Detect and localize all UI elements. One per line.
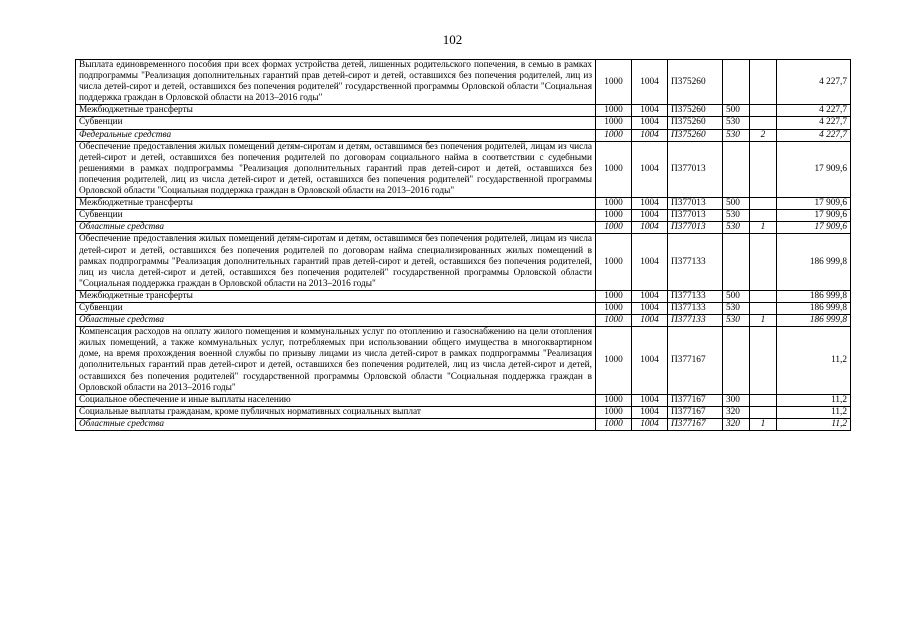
row-name-cell: Федеральные средства bbox=[76, 129, 596, 141]
section-code-cell: 1000 bbox=[596, 302, 632, 314]
sum-cell: 4 227,7 bbox=[777, 105, 851, 117]
funding-source-cell bbox=[750, 117, 777, 129]
table-row bbox=[76, 117, 851, 129]
sum-cell: 4 227,7 bbox=[777, 60, 851, 105]
article-code-cell: П377167 bbox=[668, 394, 723, 406]
funding-source-cell bbox=[750, 406, 777, 418]
subsection-code-cell: 1004 bbox=[632, 234, 668, 290]
row-name-cell: Социальные выплаты гражданам, кроме публичных нормативных социальных выплат bbox=[76, 406, 596, 418]
expense-type-cell: 500 bbox=[723, 105, 750, 117]
row-name-cell: Обеспечение предоставления жилых помещений детям-сиротам и детям, оставшимся без попечения родителей, лицам из числа детей-сирот и детей, оставшихся без попечения родителей по договорам социального найма в соответствии с судебными решениями в рамках подпрограммы "Реализация дополнительных гарантий прав детей-сирот и детей, оставшихся без попечения родителей, лиц из числа детей-сирот и детей, оставшихся без попечения родителей" государственной программы Орловской области "Социальная поддержка граждан в Орловской области на 2013–2016 годы" bbox=[76, 141, 596, 197]
subsection-code-cell: 1004 bbox=[632, 198, 668, 210]
funding-source-cell bbox=[750, 60, 777, 105]
sum-cell: 186 999,8 bbox=[777, 302, 851, 314]
row-name-cell: Социальное обеспечение и иные выплаты населению bbox=[76, 394, 596, 406]
sum-cell: 11,2 bbox=[777, 406, 851, 418]
funding-source-cell bbox=[750, 234, 777, 290]
section-code-cell: 1000 bbox=[596, 210, 632, 222]
sum-cell: 17 909,6 bbox=[777, 198, 851, 210]
sum-cell: 17 909,6 bbox=[777, 141, 851, 197]
sum-cell: 17 909,6 bbox=[777, 210, 851, 222]
expense-type-cell bbox=[723, 60, 750, 105]
expense-type-cell: 300 bbox=[723, 394, 750, 406]
expense-type-cell: 500 bbox=[723, 198, 750, 210]
sum-cell: 186 999,8 bbox=[777, 234, 851, 290]
expense-type-cell: 530 bbox=[723, 222, 750, 234]
section-code-cell: 1000 bbox=[596, 60, 632, 105]
funding-source-cell: 1 bbox=[750, 418, 777, 430]
article-code-cell: П377013 bbox=[668, 210, 723, 222]
sum-cell: 186 999,8 bbox=[777, 290, 851, 302]
row-name-cell: Субвенции bbox=[76, 210, 596, 222]
subsection-code-cell: 1004 bbox=[632, 302, 668, 314]
section-code-cell: 1000 bbox=[596, 327, 632, 395]
funding-source-cell bbox=[750, 327, 777, 395]
section-code-cell: 1000 bbox=[596, 234, 632, 290]
table-row bbox=[76, 290, 851, 302]
expense-type-cell: 530 bbox=[723, 117, 750, 129]
table-row bbox=[76, 222, 851, 234]
table-row bbox=[76, 302, 851, 314]
article-code-cell: П375260 bbox=[668, 129, 723, 141]
table-row bbox=[76, 394, 851, 406]
expense-type-cell: 320 bbox=[723, 418, 750, 430]
sum-cell: 11,2 bbox=[777, 327, 851, 395]
row-name-cell: Субвенции bbox=[76, 117, 596, 129]
subsection-code-cell: 1004 bbox=[632, 315, 668, 327]
sum-cell: 4 227,7 bbox=[777, 117, 851, 129]
expense-type-cell bbox=[723, 234, 750, 290]
section-code-cell: 1000 bbox=[596, 222, 632, 234]
subsection-code-cell: 1004 bbox=[632, 418, 668, 430]
article-code-cell: П377013 bbox=[668, 141, 723, 197]
article-code-cell: П377133 bbox=[668, 315, 723, 327]
subsection-code-cell: 1004 bbox=[632, 290, 668, 302]
section-code-cell: 1000 bbox=[596, 141, 632, 197]
row-name-cell: Межбюджетные трансферты bbox=[76, 290, 596, 302]
row-name-cell: Компенсация расходов на оплату жилого помещения и коммунальных услуг по отоплению и газоснабжению на цели отопления жилых помещений, а также коммунальных услуг, потребляемых при использовании общего имущества в многоквартирном доме, на время прохождения военной службы по призыву лицами из числа детей-сирот в рамках подпрограммы "Реализация дополнительных гарантий прав детей-сирот и детей, оставшихся без попечения родителей, лиц из числа детей-сирот и детей, оставшихся без попечения родителей" государственной программы Орловской области "Социальная поддержка граждан в Орловской области на 2013–2016 годы" bbox=[76, 327, 596, 395]
article-code-cell: П377013 bbox=[668, 198, 723, 210]
row-name-cell: Субвенции bbox=[76, 302, 596, 314]
section-code-cell: 1000 bbox=[596, 117, 632, 129]
table-row bbox=[76, 105, 851, 117]
article-code-cell: П377133 bbox=[668, 290, 723, 302]
article-code-cell: П375260 bbox=[668, 117, 723, 129]
subsection-code-cell: 1004 bbox=[632, 117, 668, 129]
expense-type-cell: 320 bbox=[723, 406, 750, 418]
expense-type-cell bbox=[723, 141, 750, 197]
row-name-cell: Областные средства bbox=[76, 418, 596, 430]
row-name-cell: Областные средства bbox=[76, 222, 596, 234]
funding-source-cell: 1 bbox=[750, 222, 777, 234]
subsection-code-cell: 1004 bbox=[632, 222, 668, 234]
table-row bbox=[76, 406, 851, 418]
table-body bbox=[76, 60, 851, 431]
table-row bbox=[76, 327, 851, 395]
expense-type-cell: 530 bbox=[723, 210, 750, 222]
subsection-code-cell: 1004 bbox=[632, 105, 668, 117]
section-code-cell: 1000 bbox=[596, 418, 632, 430]
article-code-cell: П377013 bbox=[668, 222, 723, 234]
row-name-cell: Межбюджетные трансферты bbox=[76, 105, 596, 117]
funding-source-cell: 2 bbox=[750, 129, 777, 141]
expense-type-cell: 500 bbox=[723, 290, 750, 302]
subsection-code-cell: 1004 bbox=[632, 394, 668, 406]
row-name-cell: Областные средства bbox=[76, 315, 596, 327]
article-code-cell: П375260 bbox=[668, 60, 723, 105]
table-row bbox=[76, 315, 851, 327]
sum-cell: 4 227,7 bbox=[777, 129, 851, 141]
subsection-code-cell: 1004 bbox=[632, 141, 668, 197]
expense-type-cell bbox=[723, 327, 750, 395]
article-code-cell: П377133 bbox=[668, 234, 723, 290]
sum-cell: 11,2 bbox=[777, 418, 851, 430]
funding-source-cell bbox=[750, 210, 777, 222]
funding-source-cell bbox=[750, 198, 777, 210]
funding-source-cell: 1 bbox=[750, 315, 777, 327]
subsection-code-cell: 1004 bbox=[632, 60, 668, 105]
subsection-code-cell: 1004 bbox=[632, 327, 668, 395]
row-name-cell: Межбюджетные трансферты bbox=[76, 198, 596, 210]
subsection-code-cell: 1004 bbox=[632, 406, 668, 418]
table-row bbox=[76, 418, 851, 430]
sum-cell: 17 909,6 bbox=[777, 222, 851, 234]
row-name-cell: Выплата единовременного пособия при всех формах устройства детей, лишенных родительского попечения, в семью в рамках подпрограммы "Реализация дополнительных гарантий прав детей-сирот и детей, оставшихся без попечения родителей, лиц из числа детей-сирот и детей, оставшихся без попечения родителей" государственной программы Орловской области "Социальная поддержка граждан в Орловской области на 2013–2016 годы" bbox=[76, 60, 596, 105]
table-row bbox=[76, 141, 851, 197]
section-code-cell: 1000 bbox=[596, 290, 632, 302]
expense-type-cell: 530 bbox=[723, 129, 750, 141]
table-row bbox=[76, 60, 851, 105]
section-code-cell: 1000 bbox=[596, 105, 632, 117]
section-code-cell: 1000 bbox=[596, 198, 632, 210]
table-row bbox=[76, 129, 851, 141]
section-code-cell: 1000 bbox=[596, 394, 632, 406]
sum-cell: 186 999,8 bbox=[777, 315, 851, 327]
expense-type-cell: 530 bbox=[723, 302, 750, 314]
funding-source-cell bbox=[750, 290, 777, 302]
article-code-cell: П377167 bbox=[668, 327, 723, 395]
funding-source-cell bbox=[750, 105, 777, 117]
subsection-code-cell: 1004 bbox=[632, 210, 668, 222]
table-row bbox=[76, 198, 851, 210]
table-row bbox=[76, 210, 851, 222]
funding-source-cell bbox=[750, 394, 777, 406]
page-number: 102 bbox=[442, 32, 463, 47]
article-code-cell: П375260 bbox=[668, 105, 723, 117]
section-code-cell: 1000 bbox=[596, 129, 632, 141]
table-row bbox=[76, 234, 851, 290]
budget-table bbox=[75, 59, 851, 431]
section-code-cell: 1000 bbox=[596, 315, 632, 327]
funding-source-cell bbox=[750, 302, 777, 314]
section-code-cell: 1000 bbox=[596, 406, 632, 418]
article-code-cell: П377133 bbox=[668, 302, 723, 314]
article-code-cell: П377167 bbox=[668, 418, 723, 430]
funding-source-cell bbox=[750, 141, 777, 197]
sum-cell: 11,2 bbox=[777, 394, 851, 406]
article-code-cell: П377167 bbox=[668, 406, 723, 418]
row-name-cell: Обеспечение предоставления жилых помещений детям-сиротам и детям, оставшимся без попечения родителей, лицам из числа детей-сирот и детей, оставшихся без попечения родителей по договорам найма специализированных жилых помещений в рамках подпрограммы "Реализация дополнительных гарантий прав детей-сирот и детей, оставшихся без попечения родителей, лиц из числа детей-сирот и детей, оставшихся без попечения родителей" государственной программы Орловской области "Социальная поддержка граждан в Орловской области на 2013–2016 годы" bbox=[76, 234, 596, 290]
expense-type-cell: 530 bbox=[723, 315, 750, 327]
subsection-code-cell: 1004 bbox=[632, 129, 668, 141]
